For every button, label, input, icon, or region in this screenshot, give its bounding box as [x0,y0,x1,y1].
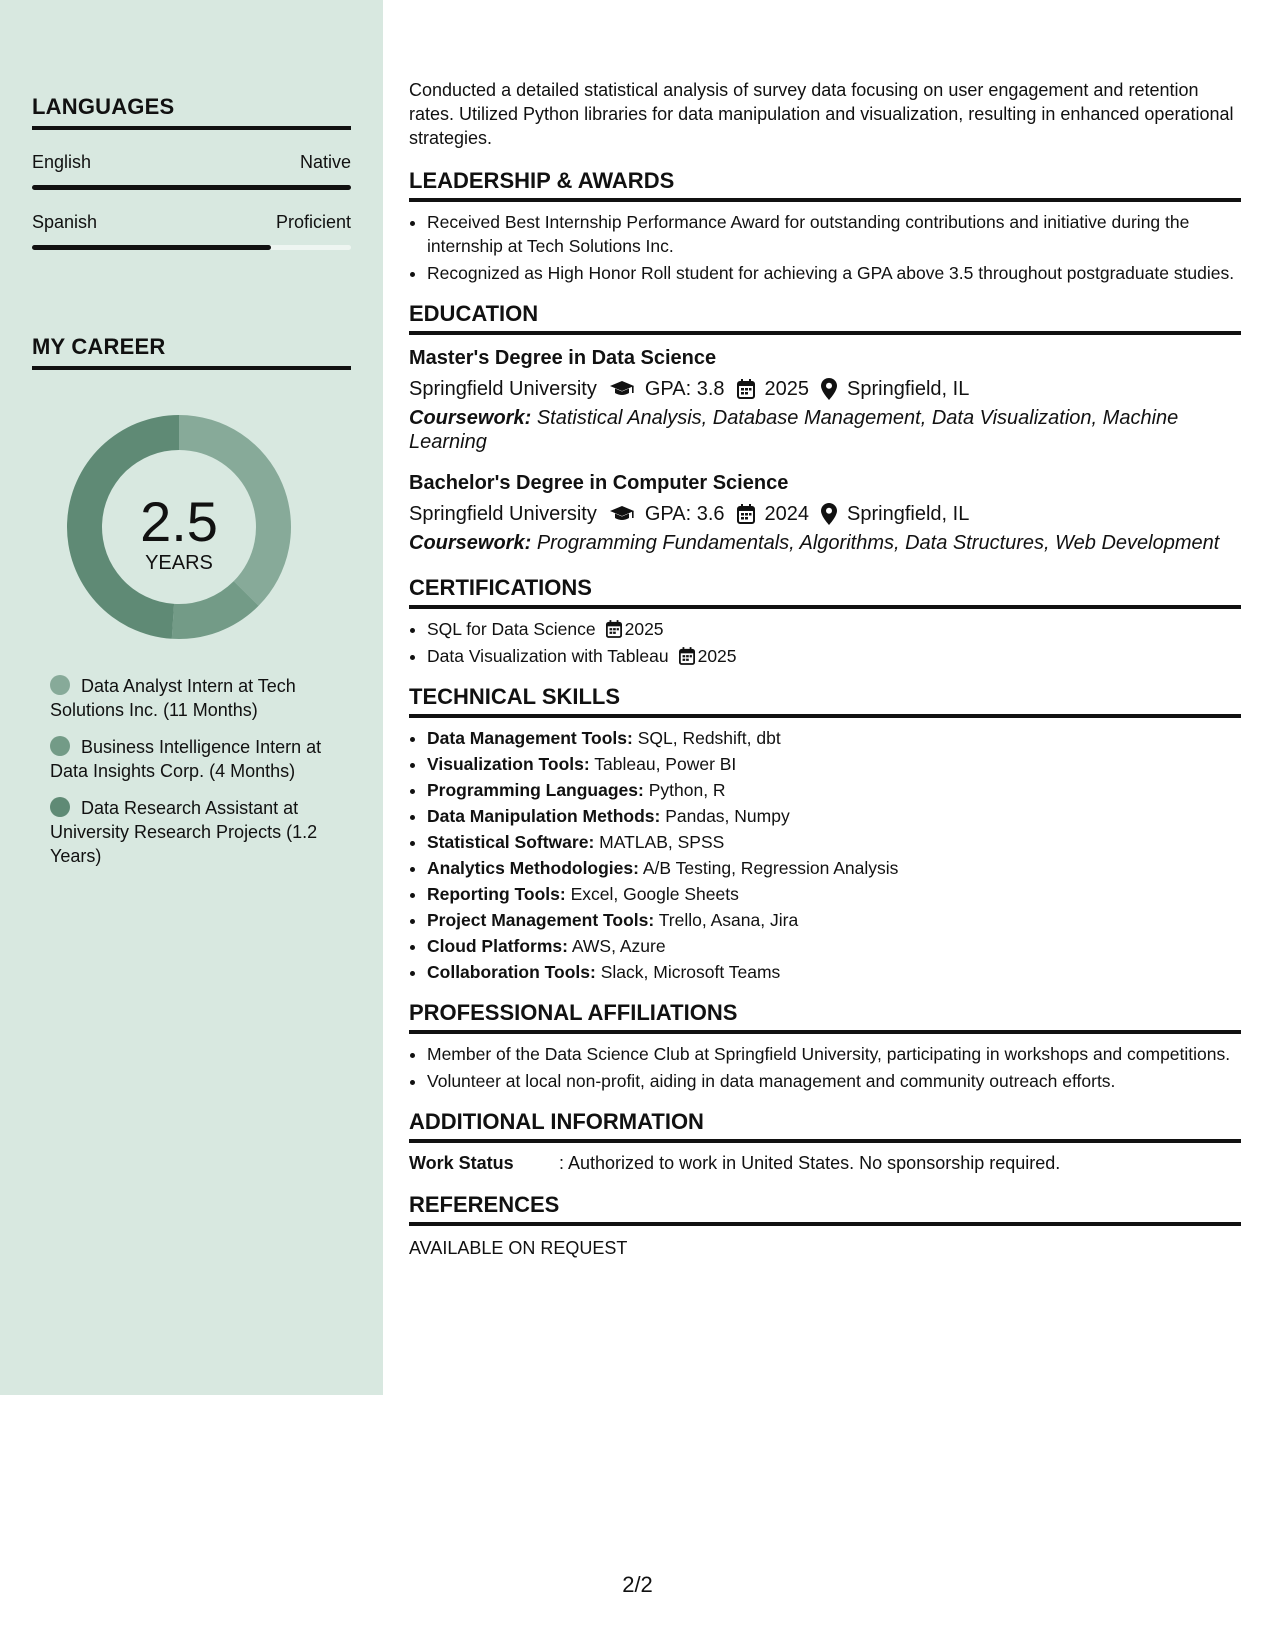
language-proficiency-bar [32,245,351,250]
skill-item [427,934,1241,958]
graduation-cap-icon [609,380,635,398]
skill-label: Project Management Tools: [427,910,655,930]
skill-label: Visualization Tools: [427,754,590,774]
skill-item [427,804,1241,828]
education-title: EDUCATION [409,301,1241,335]
main-content [409,78,1241,1259]
skills-title: TECHNICAL SKILLS [409,684,1241,718]
languages-title: LANGUAGES [32,94,351,130]
list-item: • Volunteer at local non-profit, aiding in data management and community outreach efforts. [427,1069,1241,1093]
languages-section [32,94,351,250]
language-proficiency-fill [32,185,351,190]
career-title: MY CAREER [32,334,351,370]
additional-info-title: ADDITIONAL INFORMATION [409,1109,1241,1143]
skill-value: Excel, Google Sheets [570,884,739,904]
certifications-list [409,617,1241,668]
experience-summary: Conducted a detailed statistical analysis of survey data focusing on user engagement and retention rates. Utilized Python libraries for data manipulation and visualization, resulting in enhanced operational strategies. [409,80,1234,148]
skill-value: Tableau, Power BI [594,754,737,774]
graduation-cap-icon [609,505,635,523]
degree-year: 2024 [764,503,810,525]
degree-entry [409,347,1241,454]
list-item: • Received Best Internship Performance Award for outstanding contributions and initiative during the internship at Tech Solutions Inc. [427,210,1241,258]
skill-label: Analytics Methodologies: [427,858,639,878]
coursework-list: Programming Fundamentals, Algorithms, Data Structures, Web Development [536,532,1220,554]
skill-label: Data Management Tools: [427,728,633,748]
skill-value: Trello, Asana, Jira [658,910,799,930]
career-legend-dot [50,797,70,817]
career-legend-dot [50,736,70,756]
skill-label: Data Manipulation Methods: [427,806,661,826]
skill-item [427,778,1241,802]
degree-year: 2025 [764,378,810,400]
skill-label: Reporting Tools: [427,884,566,904]
work-status-row [409,1153,1241,1174]
skill-label: Collaboration Tools: [427,962,596,982]
skill-item [427,726,1241,750]
coursework-label: Coursework: [409,407,532,429]
skill-item [427,830,1241,854]
career-legend-dot [50,675,70,695]
career-donut-chart [59,407,299,647]
skill-item [427,908,1241,932]
language-proficiency-bar [32,185,351,190]
list-item: • Recognized as High Honor Roll student for achieving a GPA above 3.5 throughout postgraduate studies. [427,261,1241,285]
degree-school: Springfield University [409,378,597,400]
skill-label: Programming Languages: [427,780,644,800]
skills-list [409,726,1241,984]
page-number: 2/2 [622,1572,653,1597]
career-item-text: Business Intelligence Intern at Data Insights Corp. (4 Months) [50,737,322,781]
location-pin-icon [821,503,837,525]
calendar-icon [679,647,695,665]
certification-item [427,644,1241,668]
skill-label: Cloud Platforms: [427,936,568,956]
certification-year: 2025 [624,619,664,639]
affiliations-title: PROFESSIONAL AFFILIATIONS [409,1000,1241,1034]
skill-value: Slack, Microsoft Teams [600,962,781,982]
leadership-list [409,210,1241,285]
references-title: REFERENCES [409,1192,1241,1226]
career-section [32,334,351,370]
skill-value: SQL, Redshift, dbt [637,728,781,748]
skill-item [427,882,1241,906]
career-total-unit: YEARS [145,552,213,574]
sidebar [0,0,383,1395]
work-status-value: : Authorized to work in United States. No sponsorship required. [559,1153,1061,1173]
skill-item [427,856,1241,880]
career-item-text: Data Research Assistant at University Research Projects (1.2 Years) [50,798,318,866]
degree-gpa: GPA: 3.8 [644,378,725,400]
skill-label: Statistical Software: [427,832,595,852]
skill-value: Pandas, Numpy [665,806,790,826]
degree-location: Springfield, IL [847,378,970,400]
language-name: Spanish [32,212,98,232]
language-name: English [32,152,92,172]
location-pin-icon [821,378,837,400]
work-status-label: Work Status [409,1153,514,1173]
certification-name: Data Visualization with Tableau [427,646,669,666]
skill-item [427,960,1241,984]
skill-value: AWS, Azure [571,936,666,956]
language-proficiency-fill [32,245,271,250]
degree-coursework [409,531,1241,555]
certification-year: 2025 [697,646,737,666]
degree-gpa: GPA: 3.6 [644,503,725,525]
language-level: Native [299,152,351,172]
career-item [50,796,340,868]
degree-school: Springfield University [409,503,597,525]
calendar-icon [737,504,755,524]
leadership-title: LEADERSHIP & AWARDS [409,168,1241,202]
skill-value: A/B Testing, Regression Analysis [642,858,899,878]
career-item [50,735,340,783]
certifications-title: CERTIFICATIONS [409,575,1241,609]
career-list [50,674,340,881]
career-item-text: Data Analyst Intern at Tech Solutions Inc. (11 Months) [50,676,296,720]
language-item [32,212,351,250]
certification-item [427,617,1241,641]
degree-coursework [409,406,1241,454]
career-total-value: 2.5 [140,490,218,553]
degree-location: Springfield, IL [847,503,970,525]
coursework-label: Coursework: [409,532,532,554]
calendar-icon [606,620,622,638]
career-item [50,674,340,722]
list-item: • Member of the Data Science Club at Springfield University, participating in workshops and competitions. [427,1042,1241,1066]
certification-name: SQL for Data Science [427,619,596,639]
affiliations-list [409,1042,1241,1093]
language-item [32,152,351,190]
references-text: AVAILABLE ON REQUEST [409,1238,628,1258]
degree-title: Master's Degree in Data Science [409,347,717,369]
skill-value: Python, R [648,780,726,800]
degree-title: Bachelor's Degree in Computer Science [409,472,789,494]
calendar-icon [737,379,755,399]
degree-entry [409,472,1241,555]
skill-item [427,752,1241,776]
coursework-list: Statistical Analysis, Database Management, Data Visualization, Machine Learning [409,407,1179,453]
skill-value: MATLAB, SPSS [599,832,725,852]
language-level: Proficient [275,212,351,232]
